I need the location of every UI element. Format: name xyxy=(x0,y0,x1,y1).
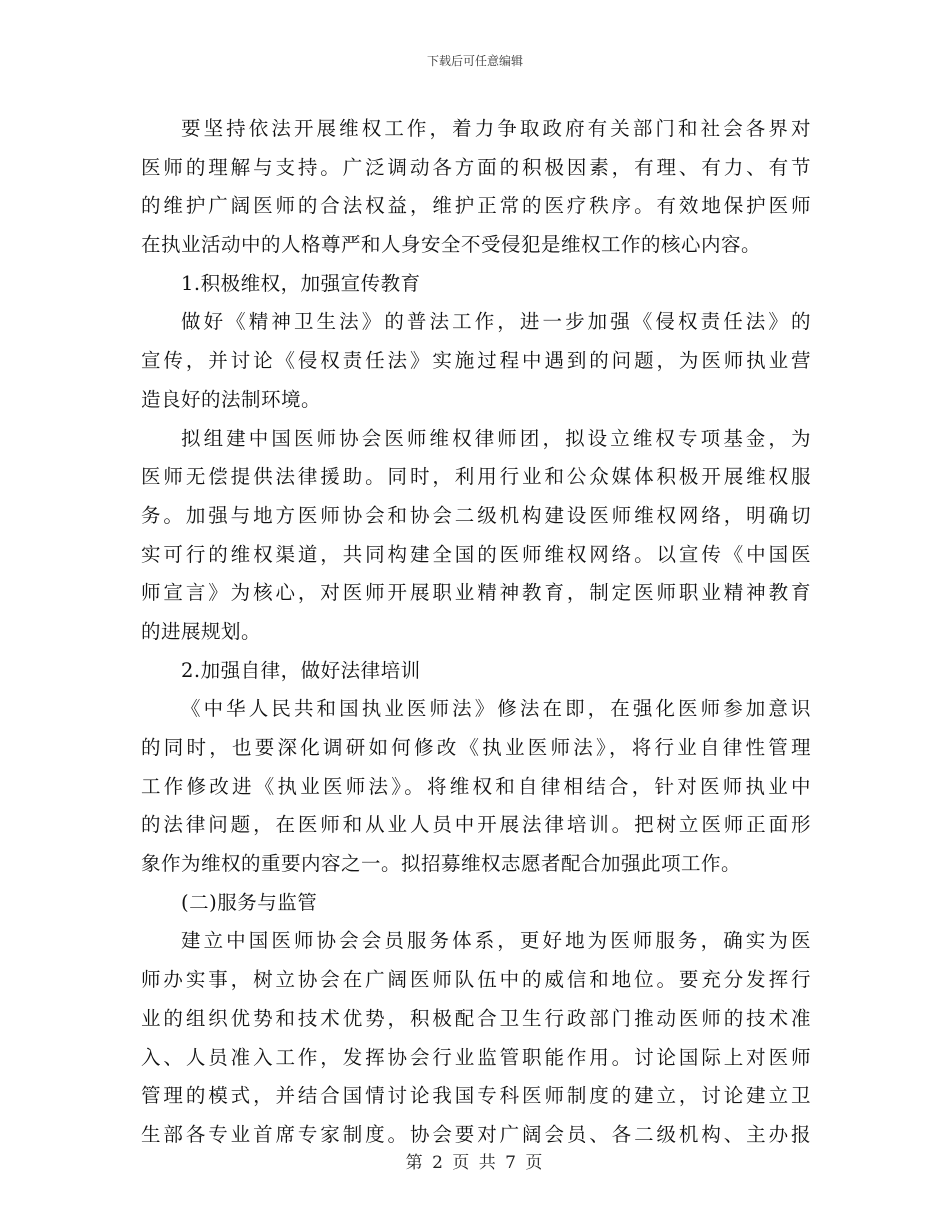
paragraph-line: 入、人员准入工作，发挥协会行业监管职能作用。讨论国际上对医师 xyxy=(141,1045,811,1069)
paragraph-line: 生部各专业首席专家制度。协会要对广阔会员、各二级机构、主办报 xyxy=(141,1122,811,1146)
paragraph-line: 造良好的法制环境。 xyxy=(141,387,322,411)
paragraph-line: 医师的理解与支持。广泛调动各方面的积极因素，有理、有力、有节 xyxy=(141,155,811,179)
paragraph-line: 宣传，并讨论《侵权责任法》实施过程中遇到的问题，为医师执业营 xyxy=(141,349,811,373)
paragraph-line: 的同时，也要深化调研如何修改《执业医师法》，将行业自律性管理 xyxy=(141,736,811,759)
section-heading: (二)服务与监管 xyxy=(181,890,318,914)
section-heading: 2.加强自律，做好法律培训 xyxy=(181,658,421,682)
paragraph-line: 在执业活动中的人格尊严和人身安全不受侵犯是维权工作的核心内容。 xyxy=(141,233,762,257)
paragraph-line: 业的组织优势和技术优势，积极配合卫生行政部门推动医师的技术准 xyxy=(141,1006,811,1030)
page-number: 第 2 页 共 7 页 xyxy=(405,1153,545,1173)
paragraph-line: 师办实事，树立协会在广阔医师队伍中的威信和地位。要充分发挥行 xyxy=(141,968,811,992)
paragraph-line: 要坚持依法开展维权工作，着力争取政府有关部门和社会各界对 xyxy=(181,117,811,140)
paragraph-line: 实可行的维权渠道，共同构建全国的医师维权网络。以宣传《中国医 xyxy=(141,542,811,566)
paragraph-line: 《中华人民共和国执业医师法》修法在即，在强化医师参加意识 xyxy=(181,697,811,721)
paragraph-line: 管理的模式，并结合国情讨论我国专科医师制度的建立，讨论建立卫 xyxy=(141,1084,811,1108)
paragraph-line: 工作修改进《执业医师法》。将维权和自律相结合，针对医师执业中 xyxy=(141,774,811,798)
paragraph-line: 拟组建中国医师协会医师维权律师团，拟设立维权专项基金，为 xyxy=(181,426,811,450)
paragraph-line: 务。加强与地方医师协会和协会二级机构建设医师维权网络，明确切 xyxy=(141,503,811,527)
paragraph-line: 医师无偿提供法律援助。同时，利用行业和公众媒体积极开展维权服 xyxy=(141,465,811,489)
document-body xyxy=(141,110,811,1155)
paragraph-line: 的法律问题，在医师和从业人员中开展法律培训。把树立医师正面形 xyxy=(141,813,811,837)
paragraph-line: 的进展规划。 xyxy=(141,619,262,643)
page-header-note: 下载后可任意编辑 xyxy=(426,54,523,68)
paragraph-line: 建立中国医师协会会员服务体系，更好地为医师服务，确实为医 xyxy=(181,929,811,953)
paragraph-line: 的维护广阔医师的合法权益，维护正常的医疗秩序。有效地保护医师 xyxy=(141,194,811,218)
paragraph-line: 做好《精神卫生法》的普法工作，进一步加强《侵权责任法》的 xyxy=(181,310,811,334)
section-heading: 1.积极维权，加强宣传教育 xyxy=(181,271,421,295)
paragraph-line: 象作为维权的重要内容之一。拟招募维权志愿者配合加强此项工作。 xyxy=(141,852,742,876)
paragraph-line: 师宣言》为核心，对医师开展职业精神教育，制定医师职业精神教育 xyxy=(141,581,811,605)
